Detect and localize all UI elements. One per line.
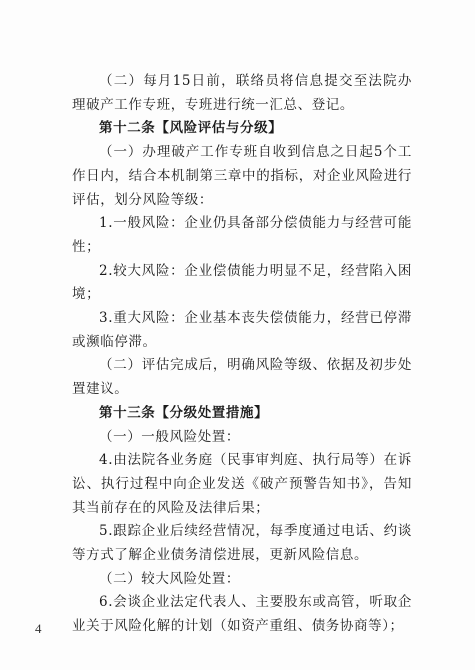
risk-level-major: 3.重大风险：企业基本丧失偿债能力，经营已停滞或濒临停滞。: [72, 310, 412, 350]
general-risk-handling-heading: （一）一般风险处置：: [99, 428, 240, 445]
measure-item-5: 5.跟踪企业后续经营情况，每季度通过电话、约谈等方式了解企业债务清偿进展，更新风险信息。: [72, 523, 412, 564]
paragraph-item-2-deadline: （二）每月15日前，联络员将信息提交至法院办理破产工作专班，专班进行统一汇总、登记。: [72, 73, 412, 113]
page-number: 4: [35, 621, 42, 636]
risk-level-significant: 2.较大风险：企业偿债能力明显不足，经营陷入困境；: [72, 262, 412, 303]
paragraph-assessment-result: （二）评估完成后，明确风险等级、依据及初步处置建议。: [72, 357, 412, 398]
measure-item-4: 4.由法院各业务庭（民事审判庭、执行局等）在诉讼、执行过程中向企业发送《破产预警告知书》，告知其当前存在的风险及法律后果；: [72, 452, 412, 516]
paragraph-risk-assessment: （一）办理破产工作专班自收到信息之日起5个工作日内，结合本机制第三章中的指标，对企业风险进行评估，划分风险等级：: [72, 144, 412, 208]
document-body: [72, 70, 412, 639]
risk-level-general: 1.一般风险：企业仍具备部分偿债能力与经营可能性；: [72, 215, 412, 255]
measure-item-6: 6.会谈企业法定代表人、主要股东或高管，听取企业关于风险化解的计划（如资产重组、债务协商等）；: [72, 594, 412, 635]
article-12-heading: 第十二条【风险评估与分级】: [99, 120, 283, 137]
article-13-heading: 第十三条【分级处置措施】: [99, 404, 269, 421]
significant-risk-handling-heading: （二）较大风险处置：: [99, 570, 240, 587]
